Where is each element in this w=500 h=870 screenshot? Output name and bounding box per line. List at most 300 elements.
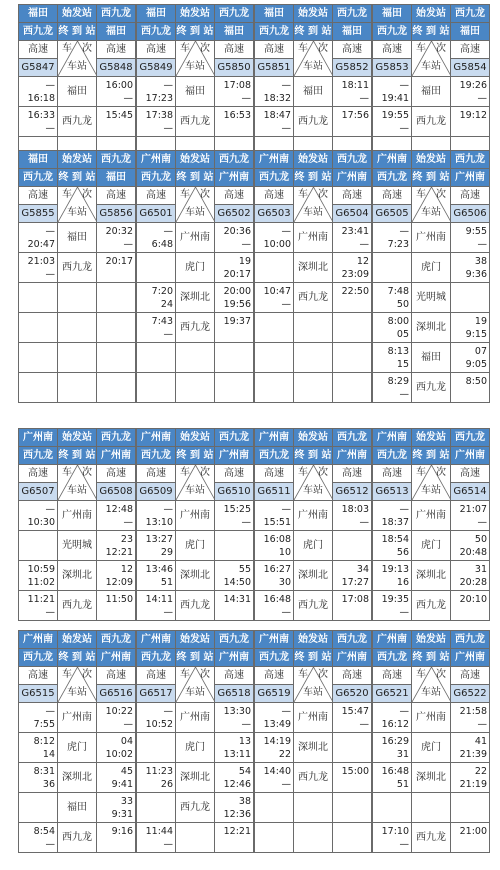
origin-station-left: 广州南 — [137, 151, 176, 169]
time-arrive-left: 11:23 — [145, 766, 173, 777]
train-number-right: G5854 — [451, 59, 490, 77]
station-name: 福田 — [412, 77, 451, 107]
time-cell-left — [137, 223, 176, 253]
diagonal-header-cell — [58, 667, 97, 703]
header-chezhan: 车站 — [421, 207, 441, 218]
terminal-station-right: 广州南 — [333, 649, 372, 667]
station-name — [294, 823, 333, 853]
time-arrive-left: 11:21 — [27, 594, 55, 605]
time-depart-right: 21:39 — [459, 748, 487, 760]
time-arrive-left: 7:43 — [151, 316, 173, 327]
station-name: 深圳北 — [58, 561, 97, 591]
train-class-right: 高速 — [97, 187, 136, 205]
time-cell-right — [215, 343, 254, 373]
station-name: 西九龙 — [58, 823, 97, 853]
time-arrive-left: — — [399, 504, 409, 515]
header-ci: 次 — [82, 189, 92, 200]
time-arrive-right: 22:50 — [341, 286, 369, 297]
time-cell-left — [19, 77, 58, 107]
time-cell-right — [451, 733, 490, 763]
terminal-station-left: 西九龙 — [373, 447, 412, 465]
time-cell-left — [137, 561, 176, 591]
station-name: 广州南 — [58, 501, 97, 531]
time-depart-left: — — [45, 122, 55, 134]
time-cell-right — [215, 501, 254, 531]
time-arrive-left: — — [399, 706, 409, 717]
time-cell-right — [451, 283, 490, 313]
time-cell-left — [19, 591, 58, 621]
time-depart-left: — — [399, 122, 409, 134]
train-number-left: G6511 — [255, 483, 294, 501]
time-arrive-left: 11:44 — [145, 826, 173, 837]
header-chezhan: 车站 — [421, 485, 441, 496]
train-number-right: G6510 — [215, 483, 254, 501]
time-depart-right: 9:36 — [465, 268, 487, 280]
header-che: 车 — [298, 189, 308, 200]
time-depart-right: 12:46 — [223, 778, 251, 790]
time-arrive-left: 16:29 — [381, 736, 409, 747]
station-name: 西九龙 — [176, 107, 215, 137]
time-depart-right: 12:09 — [105, 576, 133, 588]
time-depart-right: 9:05 — [465, 358, 487, 370]
terminal-station-left: 西九龙 — [19, 649, 58, 667]
time-depart-left: 30 — [278, 576, 291, 588]
time-cell-right — [97, 107, 136, 137]
time-cell-left — [255, 501, 294, 531]
time-arrive-right: 15:47 — [341, 706, 369, 717]
time-cell-right — [215, 763, 254, 793]
time-cell-right — [333, 703, 372, 733]
header-ci: 次 — [318, 189, 328, 200]
time-depart-left: 10:30 — [27, 516, 55, 528]
origin-station-left: 广州南 — [137, 631, 176, 649]
time-depart-right: 20:48 — [459, 546, 487, 558]
time-arrive-right: 12 — [120, 564, 133, 575]
time-cell-right — [97, 373, 136, 403]
time-cell-right — [451, 501, 490, 531]
time-cell-left — [19, 373, 58, 403]
header-chezhan: 车站 — [67, 485, 87, 496]
time-cell-left — [373, 313, 412, 343]
time-arrive-left: 16:48 — [381, 766, 409, 777]
time-depart-right: — — [123, 718, 133, 730]
header-zhongdao: 终 到 站 — [176, 23, 215, 41]
header-shifa: 始发站 — [412, 631, 451, 649]
header-zhongdao: 终 到 站 — [294, 169, 333, 187]
time-depart-left: 56 — [396, 546, 409, 558]
timetable-panel — [372, 630, 490, 853]
train-class-left: 高速 — [19, 667, 58, 685]
train-class-right: 高速 — [333, 465, 372, 483]
station-name: 西九龙 — [412, 373, 451, 403]
time-cell-left — [137, 313, 176, 343]
origin-station-right: 西九龙 — [333, 151, 372, 169]
time-cell-left — [137, 283, 176, 313]
time-arrive-right: 23:41 — [341, 226, 369, 237]
origin-station-left: 广州南 — [255, 631, 294, 649]
time-cell-left — [255, 253, 294, 283]
time-cell-left — [137, 501, 176, 531]
time-arrive-right: 19:26 — [459, 80, 487, 91]
time-cell-left — [19, 253, 58, 283]
time-cell-left — [373, 703, 412, 733]
train-class-left: 高速 — [137, 465, 176, 483]
time-cell-left — [373, 561, 412, 591]
train-number-right: G6502 — [215, 205, 254, 223]
time-depart-left: — — [281, 606, 291, 618]
header-ci: 次 — [82, 467, 92, 478]
timetable-panel — [18, 630, 136, 853]
time-cell-left — [255, 763, 294, 793]
time-depart-left: 11:02 — [27, 576, 55, 588]
origin-station-left: 广州南 — [255, 429, 294, 447]
header-zhongdao: 终 到 站 — [176, 447, 215, 465]
station-name: 深圳北 — [58, 763, 97, 793]
time-arrive-left: 19:13 — [381, 564, 409, 575]
station-name: 广州南 — [294, 501, 333, 531]
time-cell-right — [97, 77, 136, 107]
timetable-panel — [136, 4, 254, 167]
header-chezhan: 车站 — [185, 61, 205, 72]
time-arrive-left: — — [45, 504, 55, 515]
time-depart-right: — — [477, 516, 487, 528]
time-arrive-right: 54 — [238, 766, 251, 777]
time-depart-left: 13:10 — [145, 516, 173, 528]
header-chezhan: 车站 — [185, 485, 205, 496]
time-arrive-right: 15:25 — [223, 504, 251, 515]
time-arrive-right: 20:10 — [459, 594, 487, 605]
station-name — [412, 793, 451, 823]
time-cell-right — [333, 733, 372, 763]
header-ci: 次 — [318, 467, 328, 478]
time-arrive-left: 21:03 — [27, 256, 55, 267]
time-depart-right: 20:17 — [223, 268, 251, 280]
time-arrive-right: 20:32 — [105, 226, 133, 237]
terminal-station-right: 福田 — [451, 23, 490, 41]
station-name: 西九龙 — [294, 283, 333, 313]
timetable-panel — [136, 630, 254, 853]
train-class-right: 高速 — [333, 41, 372, 59]
time-arrive-right: 12:48 — [105, 504, 133, 515]
time-depart-left: 50 — [396, 298, 409, 310]
terminal-station-right: 广州南 — [451, 649, 490, 667]
time-cell-left — [255, 283, 294, 313]
train-class-left: 高速 — [373, 465, 412, 483]
train-number-left: G6519 — [255, 685, 294, 703]
station-name: 广州南 — [412, 703, 451, 733]
origin-station-right: 西九龙 — [97, 5, 136, 23]
time-cell-left — [137, 531, 176, 561]
time-depart-right: — — [123, 238, 133, 250]
time-arrive-right: 14:31 — [223, 594, 251, 605]
time-arrive-right: 20:36 — [223, 226, 251, 237]
time-depart-right: — — [477, 718, 487, 730]
terminal-station-right: 福田 — [97, 169, 136, 187]
time-cell-left — [373, 531, 412, 561]
time-depart-left: 7:23 — [387, 238, 409, 250]
time-arrive-right: 19:12 — [459, 110, 487, 121]
diagonal-header-cell — [294, 667, 333, 703]
origin-station-left: 福田 — [137, 5, 176, 23]
time-depart-left: 10:52 — [145, 718, 173, 730]
time-depart-left: 16:12 — [381, 718, 409, 730]
origin-station-left: 福田 — [373, 5, 412, 23]
station-name: 福田 — [58, 793, 97, 823]
time-arrive-right: 20:17 — [105, 256, 133, 267]
station-name: 深圳北 — [412, 763, 451, 793]
train-number-left: G6503 — [255, 205, 294, 223]
origin-station-right: 西九龙 — [215, 429, 254, 447]
time-cell-left — [373, 77, 412, 107]
station-name: 光明城 — [58, 531, 97, 561]
time-cell-right — [215, 107, 254, 137]
time-cell-left — [373, 223, 412, 253]
time-cell-right — [451, 561, 490, 591]
train-number-right: G6514 — [451, 483, 490, 501]
time-arrive-right: 17:56 — [341, 110, 369, 121]
origin-station-left: 广州南 — [373, 631, 412, 649]
header-chezhan: 车站 — [185, 207, 205, 218]
time-arrive-left: — — [45, 226, 55, 237]
time-arrive-right: 21:00 — [459, 826, 487, 837]
train-number-right: G6504 — [333, 205, 372, 223]
header-che: 车 — [298, 43, 308, 54]
time-arrive-right: 21:07 — [459, 504, 487, 515]
header-ci: 次 — [318, 669, 328, 680]
time-cell-left — [373, 793, 412, 823]
train-class-right: 高速 — [451, 667, 490, 685]
time-depart-right: 21:19 — [459, 778, 487, 790]
time-depart-right: 13:11 — [223, 748, 251, 760]
header-shifa: 始发站 — [58, 631, 97, 649]
diagonal-header-cell — [176, 187, 215, 223]
station-name: 深圳北 — [412, 561, 451, 591]
time-depart-left: 18:37 — [381, 516, 409, 528]
terminal-station-right: 广州南 — [451, 447, 490, 465]
train-number-left: G5855 — [19, 205, 58, 223]
train-class-right: 高速 — [97, 41, 136, 59]
time-cell-left — [255, 703, 294, 733]
time-cell-left — [19, 107, 58, 137]
station-name: 虎门 — [176, 253, 215, 283]
diagonal-header-cell — [294, 465, 333, 501]
time-depart-left: 7:55 — [33, 718, 55, 730]
time-arrive-left: 17:10 — [381, 826, 409, 837]
time-cell-left — [255, 561, 294, 591]
time-arrive-left: 14:40 — [263, 766, 291, 777]
train-class-left: 高速 — [19, 187, 58, 205]
diagonal-header-cell — [294, 187, 333, 223]
time-cell-right — [451, 763, 490, 793]
time-arrive-left: 8:31 — [33, 766, 55, 777]
time-arrive-right: 9:55 — [465, 226, 487, 237]
time-cell-left — [19, 733, 58, 763]
time-arrive-left: 16:27 — [263, 564, 291, 575]
time-depart-left: — — [163, 606, 173, 618]
train-class-left: 高速 — [137, 41, 176, 59]
origin-station-left: 广州南 — [373, 151, 412, 169]
station-name: 虎门 — [294, 531, 333, 561]
station-name — [294, 793, 333, 823]
time-cell-right — [97, 253, 136, 283]
time-depart-right: 9:41 — [111, 778, 133, 790]
train-number-right: G5852 — [333, 59, 372, 77]
train-number-left: G5849 — [137, 59, 176, 77]
train-class-right: 高速 — [333, 667, 372, 685]
train-number-right: G6522 — [451, 685, 490, 703]
time-cell-right — [451, 313, 490, 343]
time-cell-right — [451, 253, 490, 283]
origin-station-right: 西九龙 — [451, 631, 490, 649]
time-depart-left: — — [281, 778, 291, 790]
station-name: 福田 — [58, 223, 97, 253]
time-arrive-right: 18:11 — [341, 80, 369, 91]
time-arrive-right: 19 — [474, 316, 487, 327]
time-cell-right — [215, 561, 254, 591]
train-number-right: G6518 — [215, 685, 254, 703]
origin-station-right: 西九龙 — [333, 5, 372, 23]
header-shifa: 始发站 — [294, 631, 333, 649]
timetable-panel — [254, 428, 372, 621]
time-cell-right — [97, 283, 136, 313]
time-depart-right: — — [123, 516, 133, 528]
header-che: 车 — [298, 669, 308, 680]
time-cell-left — [373, 253, 412, 283]
time-depart-left: 14 — [42, 748, 55, 760]
time-cell-right — [215, 531, 254, 561]
header-shifa: 始发站 — [176, 5, 215, 23]
train-number-left: G6515 — [19, 685, 58, 703]
timetable-panel — [254, 4, 372, 167]
terminal-station-left: 西九龙 — [373, 649, 412, 667]
header-shifa: 始发站 — [176, 429, 215, 447]
train-class-left: 高速 — [255, 187, 294, 205]
time-cell-right — [97, 733, 136, 763]
time-arrive-left: 7:48 — [387, 286, 409, 297]
origin-station-right: 西九龙 — [333, 429, 372, 447]
header-ci: 次 — [82, 669, 92, 680]
header-che: 车 — [62, 43, 72, 54]
origin-station-right: 西九龙 — [215, 151, 254, 169]
time-depart-left: 10 — [278, 546, 291, 558]
time-cell-right — [215, 223, 254, 253]
time-cell-right — [333, 253, 372, 283]
time-cell-right — [97, 823, 136, 853]
station-name: 西九龙 — [412, 823, 451, 853]
time-cell-left — [19, 793, 58, 823]
header-che: 车 — [416, 467, 426, 478]
time-arrive-left: — — [281, 226, 291, 237]
time-depart-right: — — [241, 718, 251, 730]
header-shifa: 始发站 — [294, 5, 333, 23]
station-name: 广州南 — [294, 223, 333, 253]
time-depart-left: 15 — [396, 358, 409, 370]
header-zhongdao: 终 到 站 — [294, 23, 333, 41]
time-depart-left: 26 — [160, 778, 173, 790]
time-depart-right: — — [359, 516, 369, 528]
time-cell-right — [97, 531, 136, 561]
train-number-right: G6512 — [333, 483, 372, 501]
time-depart-right: 14:50 — [223, 576, 251, 588]
header-shifa: 始发站 — [412, 151, 451, 169]
time-cell-right — [451, 77, 490, 107]
train-number-right: G5848 — [97, 59, 136, 77]
time-depart-right: — — [477, 92, 487, 104]
time-depart-left: — — [163, 328, 173, 340]
origin-station-right: 西九龙 — [215, 5, 254, 23]
time-cell-right — [451, 223, 490, 253]
time-cell-left — [255, 591, 294, 621]
header-che: 车 — [62, 669, 72, 680]
train-class-right: 高速 — [97, 465, 136, 483]
time-arrive-right: 21:58 — [459, 706, 487, 717]
time-cell-left — [19, 501, 58, 531]
time-arrive-right: 16:00 — [105, 80, 133, 91]
train-number-left: G6509 — [137, 483, 176, 501]
station-name: 西九龙 — [176, 793, 215, 823]
time-cell-left — [373, 283, 412, 313]
time-arrive-right: 16:53 — [223, 110, 251, 121]
time-depart-left: 22 — [278, 748, 291, 760]
time-cell-left — [255, 343, 294, 373]
time-arrive-right: 38 — [238, 796, 251, 807]
station-name: 广州南 — [294, 703, 333, 733]
terminal-station-left: 西九龙 — [137, 169, 176, 187]
station-name: 广州南 — [176, 703, 215, 733]
time-cell-left — [137, 793, 176, 823]
terminal-station-right: 广州南 — [97, 447, 136, 465]
header-shifa: 始发站 — [176, 631, 215, 649]
station-name: 西九龙 — [294, 591, 333, 621]
time-cell-right — [333, 343, 372, 373]
time-depart-left: — — [45, 268, 55, 280]
header-zhongdao: 终 到 站 — [294, 447, 333, 465]
time-arrive-left: — — [163, 706, 173, 717]
origin-station-left: 福田 — [255, 5, 294, 23]
origin-station-left: 广州南 — [373, 429, 412, 447]
time-cell-right — [333, 793, 372, 823]
timetable-panel — [18, 150, 136, 403]
time-arrive-right: 45 — [120, 766, 133, 777]
time-arrive-right: 31 — [474, 564, 487, 575]
time-cell-right — [97, 561, 136, 591]
time-arrive-right: 13 — [238, 736, 251, 747]
time-arrive-left: 18:54 — [381, 534, 409, 545]
timetable-panel — [254, 150, 372, 403]
header-ci: 次 — [436, 189, 446, 200]
station-name: 深圳北 — [176, 283, 215, 313]
time-arrive-right: 38 — [474, 256, 487, 267]
station-name: 西九龙 — [294, 107, 333, 137]
time-arrive-right: 22 — [474, 766, 487, 777]
header-chezhan: 车站 — [303, 61, 323, 72]
timetable-panel — [372, 150, 490, 403]
station-name: 西九龙 — [176, 591, 215, 621]
terminal-station-right: 广州南 — [215, 649, 254, 667]
diagonal-header-cell — [412, 465, 451, 501]
station-name: 深圳北 — [294, 561, 333, 591]
header-zhongdao: 终 到 站 — [176, 649, 215, 667]
time-depart-right: 12:36 — [223, 808, 251, 820]
train-class-right: 高速 — [451, 187, 490, 205]
station-name — [176, 823, 215, 853]
header-chezhan: 车站 — [67, 207, 87, 218]
time-cell-left — [255, 373, 294, 403]
time-arrive-left: — — [281, 80, 291, 91]
time-depart-left: 18:32 — [263, 92, 291, 104]
time-cell-left — [137, 107, 176, 137]
time-cell-left — [373, 373, 412, 403]
